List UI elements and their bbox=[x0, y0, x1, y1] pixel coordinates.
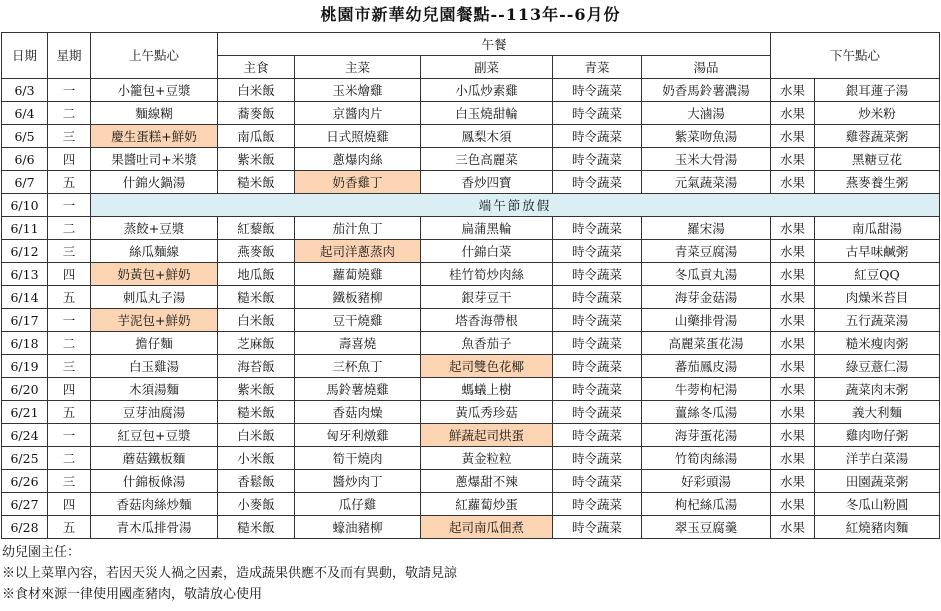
main-dish-cell: 奶香雞丁 bbox=[295, 171, 421, 194]
vegetable-cell: 時令蔬菜 bbox=[553, 470, 642, 493]
staple-cell: 白米飯 bbox=[218, 309, 295, 332]
footer-note-2: ※食材來源一律使用國產豬肉，敬請放心使用 bbox=[2, 587, 263, 602]
side-dish-cell: 桂竹筍炒肉絲 bbox=[421, 263, 553, 286]
side-dish-cell: 黃金粒粒 bbox=[421, 447, 553, 470]
table-row bbox=[2, 332, 940, 355]
weekday-cell: 二 bbox=[48, 102, 91, 125]
morning-snack-cell: 紅豆包+豆漿 bbox=[91, 424, 218, 447]
soup-cell: 蕃茄鳳皮湯 bbox=[642, 355, 771, 378]
fruit-cell: 水果 bbox=[771, 378, 815, 401]
main-dish-cell: 鐵板豬柳 bbox=[295, 286, 421, 309]
table-row bbox=[2, 79, 940, 102]
table-row bbox=[2, 217, 940, 240]
date-cell: 6/17 bbox=[2, 309, 48, 332]
vegetable-cell: 時令蔬菜 bbox=[553, 79, 642, 102]
morning-snack-cell: 芋泥包+鮮奶 bbox=[91, 309, 218, 332]
soup-cell: 好彩頭湯 bbox=[642, 470, 771, 493]
fruit-cell: 水果 bbox=[771, 240, 815, 263]
weekday-cell: 一 bbox=[48, 424, 91, 447]
morning-snack-cell: 絲瓜麵線 bbox=[91, 240, 218, 263]
fruit-cell: 水果 bbox=[771, 171, 815, 194]
weekday-cell: 四 bbox=[48, 378, 91, 401]
soup-cell: 冬瓜貢丸湯 bbox=[642, 263, 771, 286]
header-weekday: 星期 bbox=[48, 33, 91, 79]
morning-snack-cell: 木須湯麵 bbox=[91, 378, 218, 401]
table-row bbox=[2, 240, 940, 263]
side-dish-cell: 什錦白菜 bbox=[421, 240, 553, 263]
fruit-cell: 水果 bbox=[771, 148, 815, 171]
staple-cell: 糙米飯 bbox=[218, 286, 295, 309]
afternoon-snack-cell: 田園蔬菜粥 bbox=[815, 470, 940, 493]
table-row bbox=[2, 309, 940, 332]
date-cell: 6/26 bbox=[2, 470, 48, 493]
staple-cell: 糙米飯 bbox=[218, 171, 295, 194]
weekday-cell: 二 bbox=[48, 217, 91, 240]
page-title: 桃園市新華幼兒園餐點--113年--6月份 bbox=[320, 5, 621, 24]
main-dish-cell: 起司洋蔥蒸肉 bbox=[295, 240, 421, 263]
header-main-dish: 主菜 bbox=[295, 56, 421, 79]
morning-snack-cell: 小籠包+豆漿 bbox=[91, 79, 218, 102]
vegetable-cell: 時令蔬菜 bbox=[553, 102, 642, 125]
menu-table bbox=[1, 32, 940, 539]
fruit-cell: 水果 bbox=[771, 516, 815, 539]
vegetable-cell: 時令蔬菜 bbox=[553, 332, 642, 355]
header-soup: 湯品 bbox=[642, 56, 771, 79]
staple-cell: 小麥飯 bbox=[218, 493, 295, 516]
vegetable-cell: 時令蔬菜 bbox=[553, 493, 642, 516]
footer bbox=[2, 542, 457, 605]
afternoon-snack-cell: 蔬菜肉末粥 bbox=[815, 378, 940, 401]
staple-cell: 白米飯 bbox=[218, 79, 295, 102]
soup-cell: 海芽蛋花湯 bbox=[642, 424, 771, 447]
weekday-cell: 三 bbox=[48, 355, 91, 378]
table-row bbox=[2, 286, 940, 309]
fruit-cell: 水果 bbox=[771, 401, 815, 424]
date-cell: 6/4 bbox=[2, 102, 48, 125]
fruit-cell: 水果 bbox=[771, 493, 815, 516]
main-dish-cell: 瓜仔雞 bbox=[295, 493, 421, 516]
date-cell: 6/25 bbox=[2, 447, 48, 470]
afternoon-snack-cell: 冬瓜山粉圓 bbox=[815, 493, 940, 516]
soup-cell: 玉米大骨湯 bbox=[642, 148, 771, 171]
main-dish-cell: 匈牙利燉雞 bbox=[295, 424, 421, 447]
fruit-cell: 水果 bbox=[771, 355, 815, 378]
morning-snack-cell: 什錦火鍋湯 bbox=[91, 171, 218, 194]
main-dish-cell: 蔥爆肉絲 bbox=[295, 148, 421, 171]
weekday-cell: 二 bbox=[48, 332, 91, 355]
weekday-cell: 一 bbox=[48, 194, 91, 217]
fruit-cell: 水果 bbox=[771, 286, 815, 309]
weekday-cell: 五 bbox=[48, 286, 91, 309]
date-cell: 6/6 bbox=[2, 148, 48, 171]
main-dish-cell: 三杯魚丁 bbox=[295, 355, 421, 378]
vegetable-cell: 時令蔬菜 bbox=[553, 424, 642, 447]
afternoon-snack-cell: 銀耳蓮子湯 bbox=[815, 79, 940, 102]
fruit-cell: 水果 bbox=[771, 102, 815, 125]
soup-cell: 元氣蔬菜湯 bbox=[642, 171, 771, 194]
staple-cell: 燕麥飯 bbox=[218, 240, 295, 263]
date-cell: 6/7 bbox=[2, 171, 48, 194]
date-cell: 6/20 bbox=[2, 378, 48, 401]
staple-cell: 海苔飯 bbox=[218, 355, 295, 378]
header-date: 日期 bbox=[2, 33, 48, 79]
morning-snack-cell: 蒸餃+豆漿 bbox=[91, 217, 218, 240]
weekday-cell: 四 bbox=[48, 148, 91, 171]
morning-snack-cell: 果醬吐司+米漿 bbox=[91, 148, 218, 171]
soup-cell: 枸杞絲瓜湯 bbox=[642, 493, 771, 516]
side-dish-cell: 魚香茄子 bbox=[421, 332, 553, 355]
header-morning-snack: 上午點心 bbox=[91, 33, 218, 79]
soup-cell: 大滷湯 bbox=[642, 102, 771, 125]
morning-snack-cell: 什錦板條湯 bbox=[91, 470, 218, 493]
afternoon-snack-cell: 炒米粉 bbox=[815, 102, 940, 125]
header-side-dish: 副菜 bbox=[421, 56, 553, 79]
vegetable-cell: 時令蔬菜 bbox=[553, 148, 642, 171]
menu-body bbox=[2, 79, 940, 539]
afternoon-snack-cell: 義大利麵 bbox=[815, 401, 940, 424]
vegetable-cell: 時令蔬菜 bbox=[553, 355, 642, 378]
staple-cell: 芝麻飯 bbox=[218, 332, 295, 355]
morning-snack-cell: 刺瓜丸子湯 bbox=[91, 286, 218, 309]
fruit-cell: 水果 bbox=[771, 447, 815, 470]
main-dish-cell: 蘿蔔燒雞 bbox=[295, 263, 421, 286]
vegetable-cell: 時令蔬菜 bbox=[553, 447, 642, 470]
weekday-cell: 五 bbox=[48, 171, 91, 194]
side-dish-cell: 蔥爆甜不辣 bbox=[421, 470, 553, 493]
table-row bbox=[2, 171, 940, 194]
table-row bbox=[2, 493, 940, 516]
morning-snack-cell: 青木瓜排骨湯 bbox=[91, 516, 218, 539]
fruit-cell: 水果 bbox=[771, 125, 815, 148]
side-dish-cell: 小瓜炒素雞 bbox=[421, 79, 553, 102]
soup-cell: 羅宋湯 bbox=[642, 217, 771, 240]
side-dish-cell: 香炒四寶 bbox=[421, 171, 553, 194]
date-cell: 6/27 bbox=[2, 493, 48, 516]
main-dish-cell: 壽喜燒 bbox=[295, 332, 421, 355]
soup-cell: 山藥排骨湯 bbox=[642, 309, 771, 332]
afternoon-snack-cell: 燕麥養生粥 bbox=[815, 171, 940, 194]
side-dish-cell: 白玉燒甜輪 bbox=[421, 102, 553, 125]
soup-cell: 翠玉豆腐羹 bbox=[642, 516, 771, 539]
header-afternoon-snack: 下午點心 bbox=[771, 33, 940, 79]
date-cell: 6/11 bbox=[2, 217, 48, 240]
staple-cell: 蕎麥飯 bbox=[218, 102, 295, 125]
staple-cell: 紫米飯 bbox=[218, 378, 295, 401]
side-dish-cell: 鮮蔬起司烘蛋 bbox=[421, 424, 553, 447]
weekday-cell: 四 bbox=[48, 493, 91, 516]
table-row bbox=[2, 424, 940, 447]
weekday-cell: 一 bbox=[48, 79, 91, 102]
morning-snack-cell: 香菇肉絲炒麵 bbox=[91, 493, 218, 516]
morning-snack-cell: 擔仔麵 bbox=[91, 332, 218, 355]
vegetable-cell: 時令蔬菜 bbox=[553, 286, 642, 309]
staple-cell: 糙米飯 bbox=[218, 516, 295, 539]
main-dish-cell: 蠔油豬柳 bbox=[295, 516, 421, 539]
table-row bbox=[2, 148, 940, 171]
date-cell: 6/13 bbox=[2, 263, 48, 286]
side-dish-cell: 紅蘿蔔炒蛋 bbox=[421, 493, 553, 516]
table-row bbox=[2, 263, 940, 286]
date-cell: 6/14 bbox=[2, 286, 48, 309]
table-row bbox=[2, 516, 940, 539]
header-lunch: 午餐 bbox=[218, 33, 771, 56]
side-dish-cell: 起司南瓜佃煮 bbox=[421, 516, 553, 539]
side-dish-cell: 鳳梨木須 bbox=[421, 125, 553, 148]
side-dish-cell: 三色高麗菜 bbox=[421, 148, 553, 171]
table-row bbox=[2, 401, 940, 424]
side-dish-cell: 黃瓜秀珍菇 bbox=[421, 401, 553, 424]
vegetable-cell: 時令蔬菜 bbox=[553, 378, 642, 401]
main-dish-cell: 京醬肉片 bbox=[295, 102, 421, 125]
morning-snack-cell: 白玉雞湯 bbox=[91, 355, 218, 378]
afternoon-snack-cell: 古早味鹹粥 bbox=[815, 240, 940, 263]
side-dish-cell: 塔香海帶根 bbox=[421, 309, 553, 332]
table-row bbox=[2, 125, 940, 148]
vegetable-cell: 時令蔬菜 bbox=[553, 401, 642, 424]
vegetable-cell: 時令蔬菜 bbox=[553, 171, 642, 194]
afternoon-snack-cell: 五行蔬菜湯 bbox=[815, 309, 940, 332]
weekday-cell: 五 bbox=[48, 401, 91, 424]
afternoon-snack-cell: 黑糖豆花 bbox=[815, 148, 940, 171]
fruit-cell: 水果 bbox=[771, 424, 815, 447]
afternoon-snack-cell: 綠豆薏仁湯 bbox=[815, 355, 940, 378]
header-vegetable: 青菜 bbox=[553, 56, 642, 79]
main-dish-cell: 馬鈴薯燒雞 bbox=[295, 378, 421, 401]
fruit-cell: 水果 bbox=[771, 79, 815, 102]
table-row bbox=[2, 447, 940, 470]
soup-cell: 高麗菜蛋花湯 bbox=[642, 332, 771, 355]
fruit-cell: 水果 bbox=[771, 309, 815, 332]
soup-cell: 紫菜吻魚湯 bbox=[642, 125, 771, 148]
date-cell: 6/10 bbox=[2, 194, 48, 217]
staple-cell: 小米飯 bbox=[218, 447, 295, 470]
footer-note-1: ※以上菜單內容，若因天災人禍之因素，造成蔬果供應不及而有異動，敬請見諒 bbox=[2, 566, 458, 581]
vegetable-cell: 時令蔬菜 bbox=[553, 516, 642, 539]
morning-snack-cell: 慶生蛋糕+鮮奶 bbox=[91, 125, 218, 148]
main-dish-cell: 醬炒肉丁 bbox=[295, 470, 421, 493]
vegetable-cell: 時令蔬菜 bbox=[553, 309, 642, 332]
morning-snack-cell: 豆芽油腐湯 bbox=[91, 401, 218, 424]
weekday-cell: 五 bbox=[48, 516, 91, 539]
vegetable-cell: 時令蔬菜 bbox=[553, 240, 642, 263]
date-cell: 6/12 bbox=[2, 240, 48, 263]
soup-cell: 竹筍肉絲湯 bbox=[642, 447, 771, 470]
soup-cell: 牛蒡枸杞湯 bbox=[642, 378, 771, 401]
main-dish-cell: 日式照燒雞 bbox=[295, 125, 421, 148]
holiday-cell: 端午節放假 bbox=[91, 194, 940, 217]
fruit-cell: 水果 bbox=[771, 470, 815, 493]
date-cell: 6/28 bbox=[2, 516, 48, 539]
weekday-cell: 三 bbox=[48, 470, 91, 493]
weekday-cell: 三 bbox=[48, 240, 91, 263]
main-dish-cell: 香菇肉燥 bbox=[295, 401, 421, 424]
staple-cell: 糙米飯 bbox=[218, 401, 295, 424]
soup-cell: 薑絲冬瓜湯 bbox=[642, 401, 771, 424]
table-row bbox=[2, 102, 940, 125]
staple-cell: 香鬆飯 bbox=[218, 470, 295, 493]
side-dish-cell: 銀芽豆干 bbox=[421, 286, 553, 309]
staple-cell: 白米飯 bbox=[218, 424, 295, 447]
table-row bbox=[2, 378, 940, 401]
weekday-cell: 三 bbox=[48, 125, 91, 148]
table-row bbox=[2, 194, 940, 217]
table-row bbox=[2, 355, 940, 378]
staple-cell: 紅藜飯 bbox=[218, 217, 295, 240]
weekday-cell: 四 bbox=[48, 263, 91, 286]
morning-snack-cell: 奶黃包+鮮奶 bbox=[91, 263, 218, 286]
soup-cell: 奶香馬鈴薯濃湯 bbox=[642, 79, 771, 102]
side-dish-cell: 起司雙色花椰 bbox=[421, 355, 553, 378]
side-dish-cell: 螞蟻上樹 bbox=[421, 378, 553, 401]
afternoon-snack-cell: 紅燒豬肉麵 bbox=[815, 516, 940, 539]
vegetable-cell: 時令蔬菜 bbox=[553, 217, 642, 240]
fruit-cell: 水果 bbox=[771, 263, 815, 286]
staple-cell: 紫米飯 bbox=[218, 148, 295, 171]
date-cell: 6/21 bbox=[2, 401, 48, 424]
soup-cell: 海芽金菇湯 bbox=[642, 286, 771, 309]
morning-snack-cell: 蘑菇鐵板麵 bbox=[91, 447, 218, 470]
afternoon-snack-cell: 南瓜甜湯 bbox=[815, 217, 940, 240]
afternoon-snack-cell: 雞蓉蔬菜粥 bbox=[815, 125, 940, 148]
main-dish-cell: 筍干燒肉 bbox=[295, 447, 421, 470]
director-label: 幼兒園主任： bbox=[2, 545, 81, 560]
fruit-cell: 水果 bbox=[771, 332, 815, 355]
vegetable-cell: 時令蔬菜 bbox=[553, 125, 642, 148]
main-dish-cell: 茄汁魚丁 bbox=[295, 217, 421, 240]
staple-cell: 地瓜飯 bbox=[218, 263, 295, 286]
date-cell: 6/19 bbox=[2, 355, 48, 378]
date-cell: 6/5 bbox=[2, 125, 48, 148]
weekday-cell: 二 bbox=[48, 447, 91, 470]
afternoon-snack-cell: 糙米瘦肉粥 bbox=[815, 332, 940, 355]
table-row bbox=[2, 470, 940, 493]
main-dish-cell: 玉米燴雞 bbox=[295, 79, 421, 102]
date-cell: 6/24 bbox=[2, 424, 48, 447]
soup-cell: 青菜豆腐湯 bbox=[642, 240, 771, 263]
afternoon-snack-cell: 紅豆QQ bbox=[815, 263, 940, 286]
header-staple: 主食 bbox=[218, 56, 295, 79]
date-cell: 6/3 bbox=[2, 79, 48, 102]
staple-cell: 南瓜飯 bbox=[218, 125, 295, 148]
afternoon-snack-cell: 洋芋白菜湯 bbox=[815, 447, 940, 470]
vegetable-cell: 時令蔬菜 bbox=[553, 263, 642, 286]
weekday-cell: 一 bbox=[48, 309, 91, 332]
main-dish-cell: 豆干燒雞 bbox=[295, 309, 421, 332]
afternoon-snack-cell: 雞肉吻仔粥 bbox=[815, 424, 940, 447]
date-cell: 6/18 bbox=[2, 332, 48, 355]
morning-snack-cell: 麵線糊 bbox=[91, 102, 218, 125]
side-dish-cell: 扁蒲黑輪 bbox=[421, 217, 553, 240]
afternoon-snack-cell: 肉燥米苔目 bbox=[815, 286, 940, 309]
fruit-cell: 水果 bbox=[771, 217, 815, 240]
